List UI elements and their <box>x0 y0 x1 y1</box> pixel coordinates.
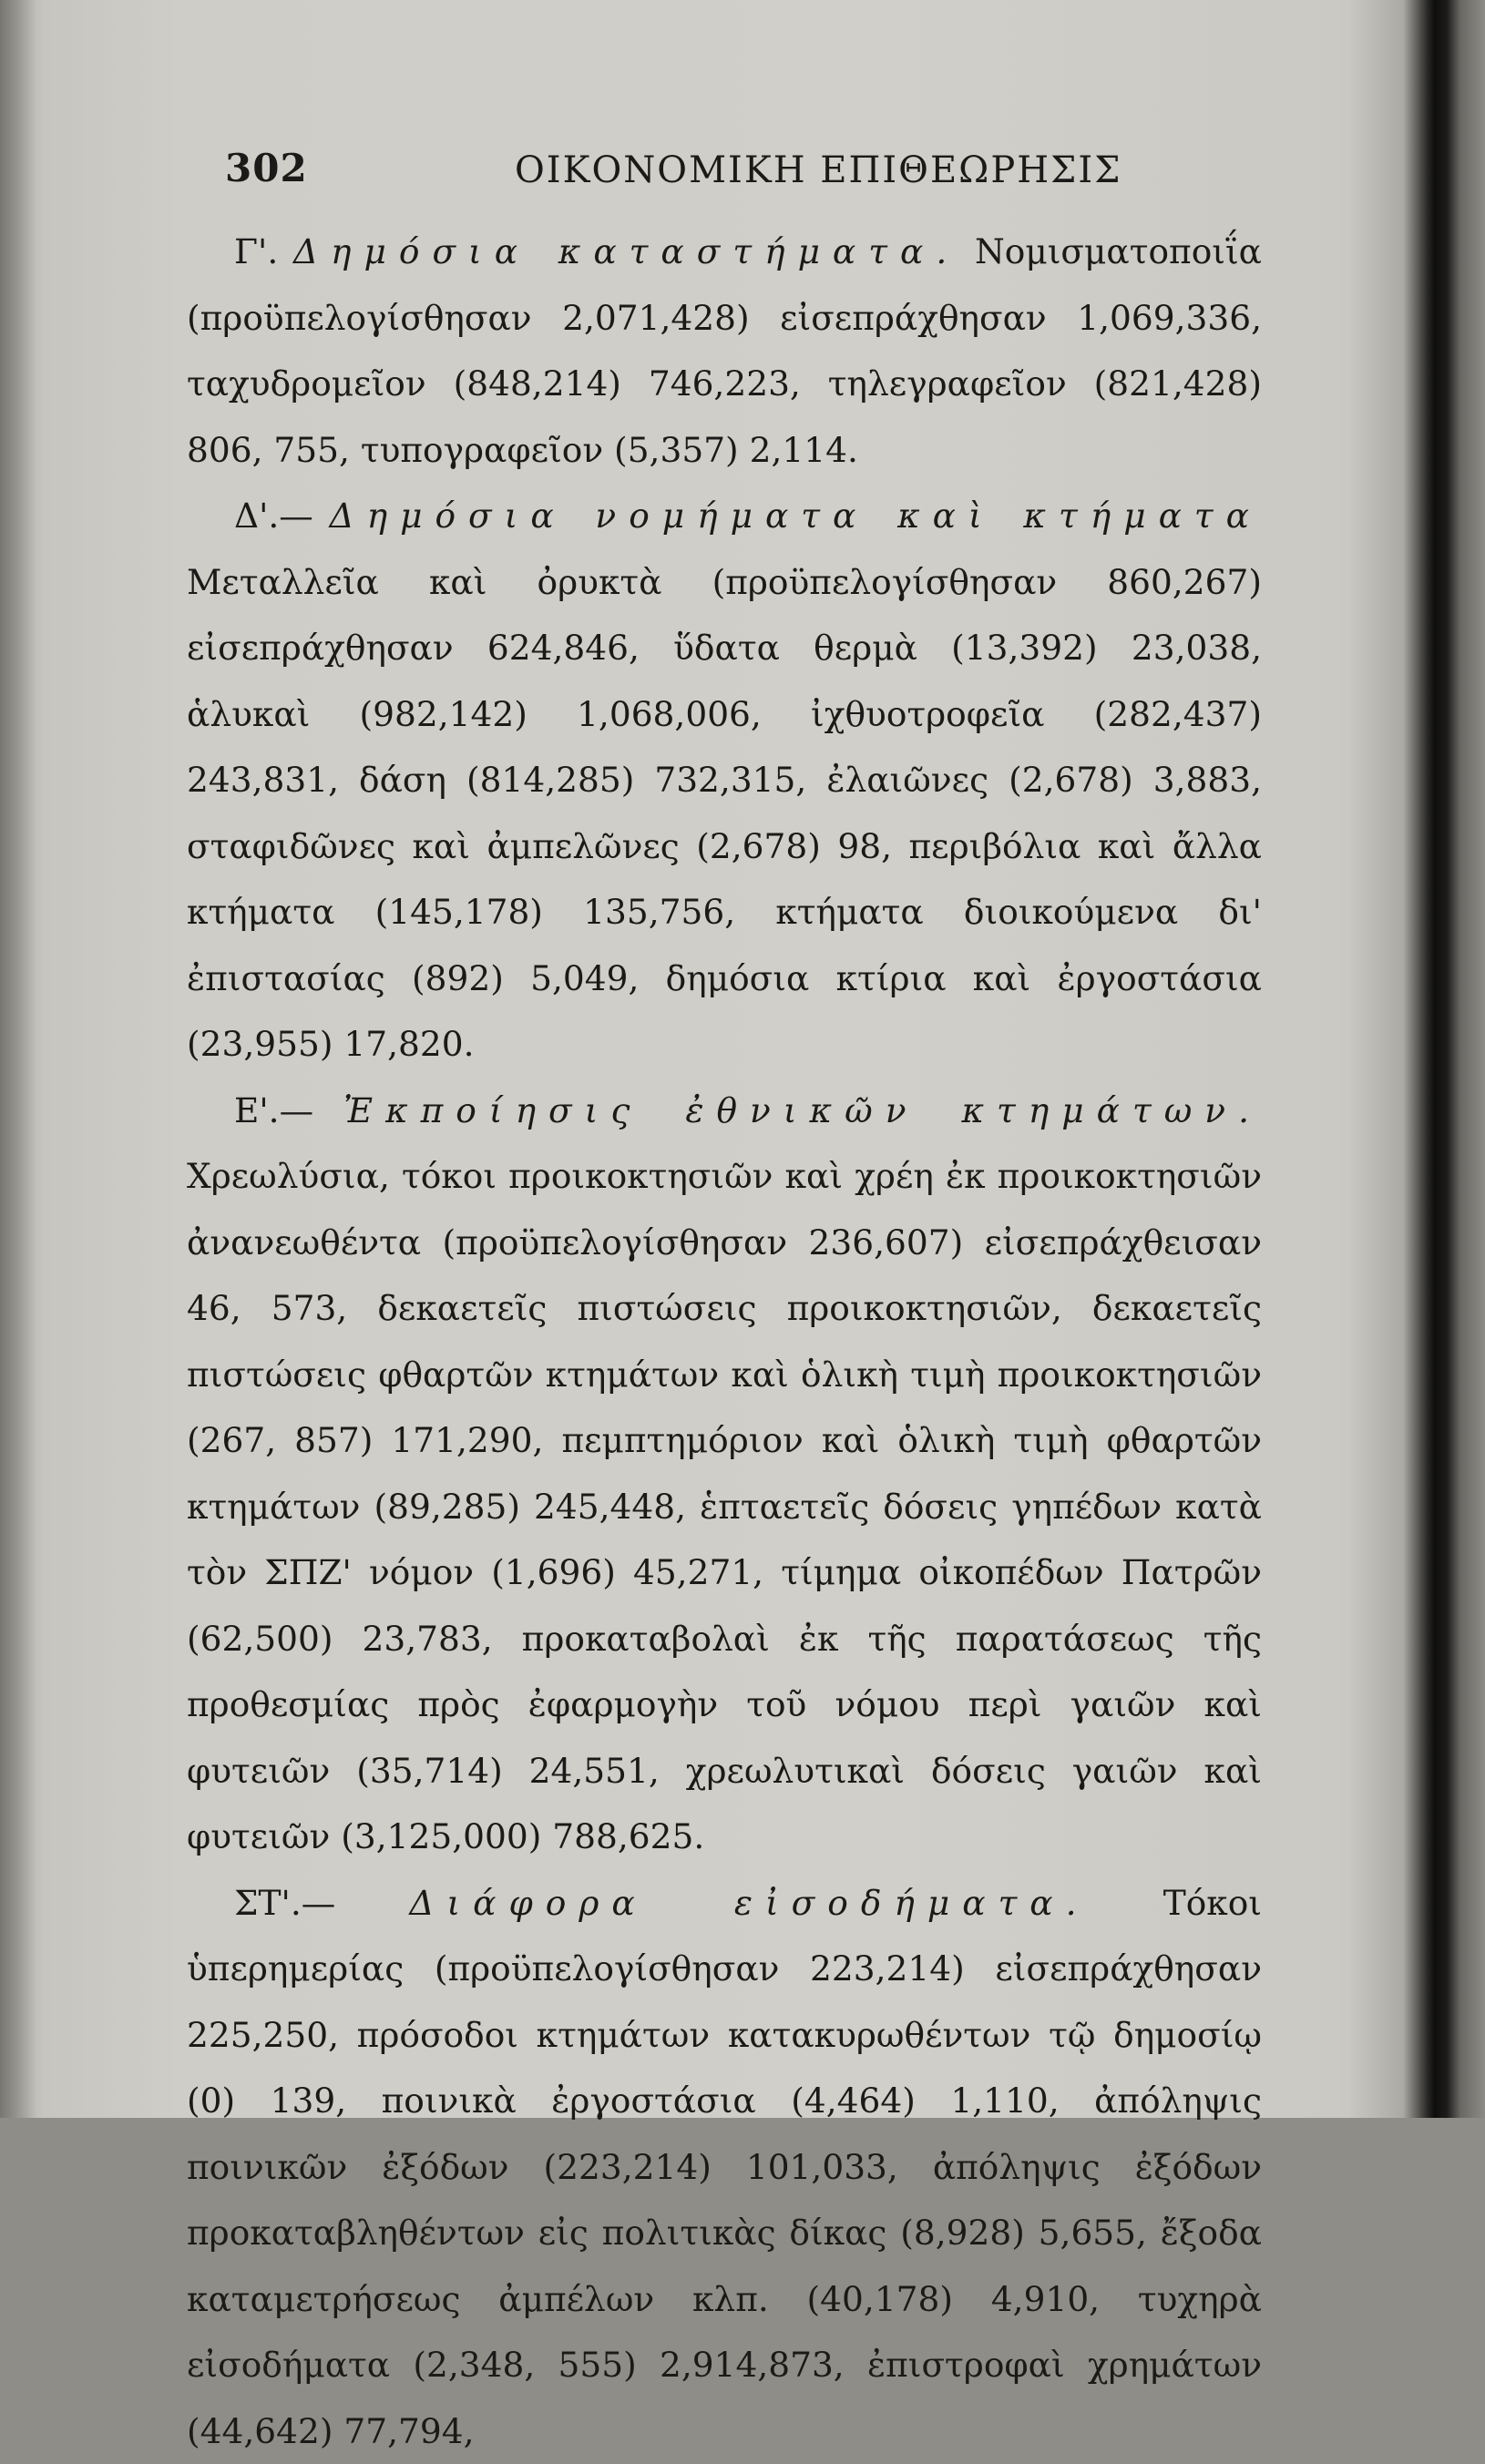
section-label: Δ'.— <box>234 496 313 536</box>
page-number: 302 <box>225 146 308 190</box>
book-gutter-shadow <box>1348 0 1485 2118</box>
section-g <box>187 219 1262 483</box>
section-heading: Δημόσια νομήματα καὶ κτήματα <box>330 496 1262 536</box>
section-text: Μεταλλεῖα καὶ ὀρυκτὰ (προϋπελογίσθησαν 860,267) εἰσεπράχθησαν 624,846, ὕδατα θερμὰ (13,392) 23,038, ἁλυκαὶ (982,142) 1,068,006, ἰχθυοτροφεῖα (282,437) 243,831, δάση (814,285) 732,315, ἐλαιῶνες (2,678) 3,883, σταφιδῶνες καὶ ἀμπελῶνες (2,678) 98, περιβόλια καὶ ἄλλα κτήματα (145,178) 135,756, κτήματα διοικούμενα δι' ἐπιστασίας (892) 5,049, δημόσια κτίρια καὶ ἐργοστάσια (23,955) 17,820. <box>187 562 1262 1065</box>
section-label: Ε'.— <box>234 1090 313 1130</box>
section-e <box>187 1078 1262 1870</box>
section-st <box>187 1870 1262 2464</box>
section-text: Χρεωλύσια, τόκοι προικοκτησιῶν καὶ χρέη ἐκ προικοκτησιῶν ἀνανεωθέντα (προϋπελογίσθησαν 236,607) εἰσεπράχθεισαν 46, 573, δεκαετεῖς πιστώσεις προικοκτησιῶν, δεκαετεῖς πιστώσεις φθαρτῶν κτημάτων καὶ ὁλικὴ τιμὴ προικοκτησιῶν (267, 857) 171,290, πεμπτημόριον καὶ ὁλικὴ τιμὴ φθαρτῶν κτημάτων (89,285) 245,448, ἑπταετεῖς δόσεις γηπέδων κατὰ τὸν ΣΠΖ' νόμον (1,696) 45,271, τίμημα οἰκοπέδων Πατρῶν (62,500) 23,783, προκαταβολαὶ ἐκ τῆς παρατάσεως τῆς προθεσμίας πρὸς ἐφαρμογὴν τοῦ νόμου περὶ γαιῶν καὶ φυτειῶν (35,714) 24,551, χρεωλυτικαὶ δόσεις γαιῶν καὶ φυτειῶν (3,125,000) 788,625. <box>187 1156 1262 1856</box>
section-text: Τόκοι ὑπερημερίας (προϋπελογίσθησαν 223,214) εἰσεπράχθησαν 225,250, πρόσοδοι κτημάτων κατακυρωθέντων τῷ δημοσίῳ (0) 139, ποινικὰ ἐργοστάσια (4,464) 1,110, ἀπόληψις ποινικῶν ἐξόδων (223,214) 101,033, ἀπόληψις ἐξόδων προκαταβληθέντων εἰς πολιτικὰς δίκας (8,928) 5,655, ἔξοδα καταμετρήσεως ἀμπέλων κλπ. (40,178) 4,910, τυχηρὰ εἰσοδήματα (2,348, 555) 2,914,873, ἐπιστροφαὶ χρημάτων (44,642) 77,794, <box>187 1883 1262 2451</box>
page-content <box>187 146 1262 2464</box>
section-heading: Δημόσια καταστήματα. <box>293 231 959 271</box>
running-header <box>187 146 1262 200</box>
section-heading: Ἐκποίησις ἐθνικῶν κτημάτων. <box>343 1090 1262 1130</box>
section-label: Γ'. <box>234 231 278 271</box>
section-d <box>187 483 1262 1078</box>
body-text <box>187 219 1262 2464</box>
section-heading: Διάφορα εἰσοδήματα. <box>409 1883 1089 1923</box>
page-edge-shading <box>0 0 36 2118</box>
section-label: ΣΤ'.— <box>234 1883 335 1923</box>
running-title: ΟΙΚΟΝΟΜΙΚΗ ΕΠΙΘΕΩΡΗΣΙΣ <box>515 149 1122 191</box>
section-text: Νομισματοποιΐα (προϋπελογίσθησαν 2,071,428) εἰσεπράχθησαν 1,069,336, ταχυδρομεῖον (848,214) 746,223, τηλεγραφεῖον (821,428) 806, 755, τυπογραφεῖον (5,357) 2,114. <box>187 231 1262 470</box>
